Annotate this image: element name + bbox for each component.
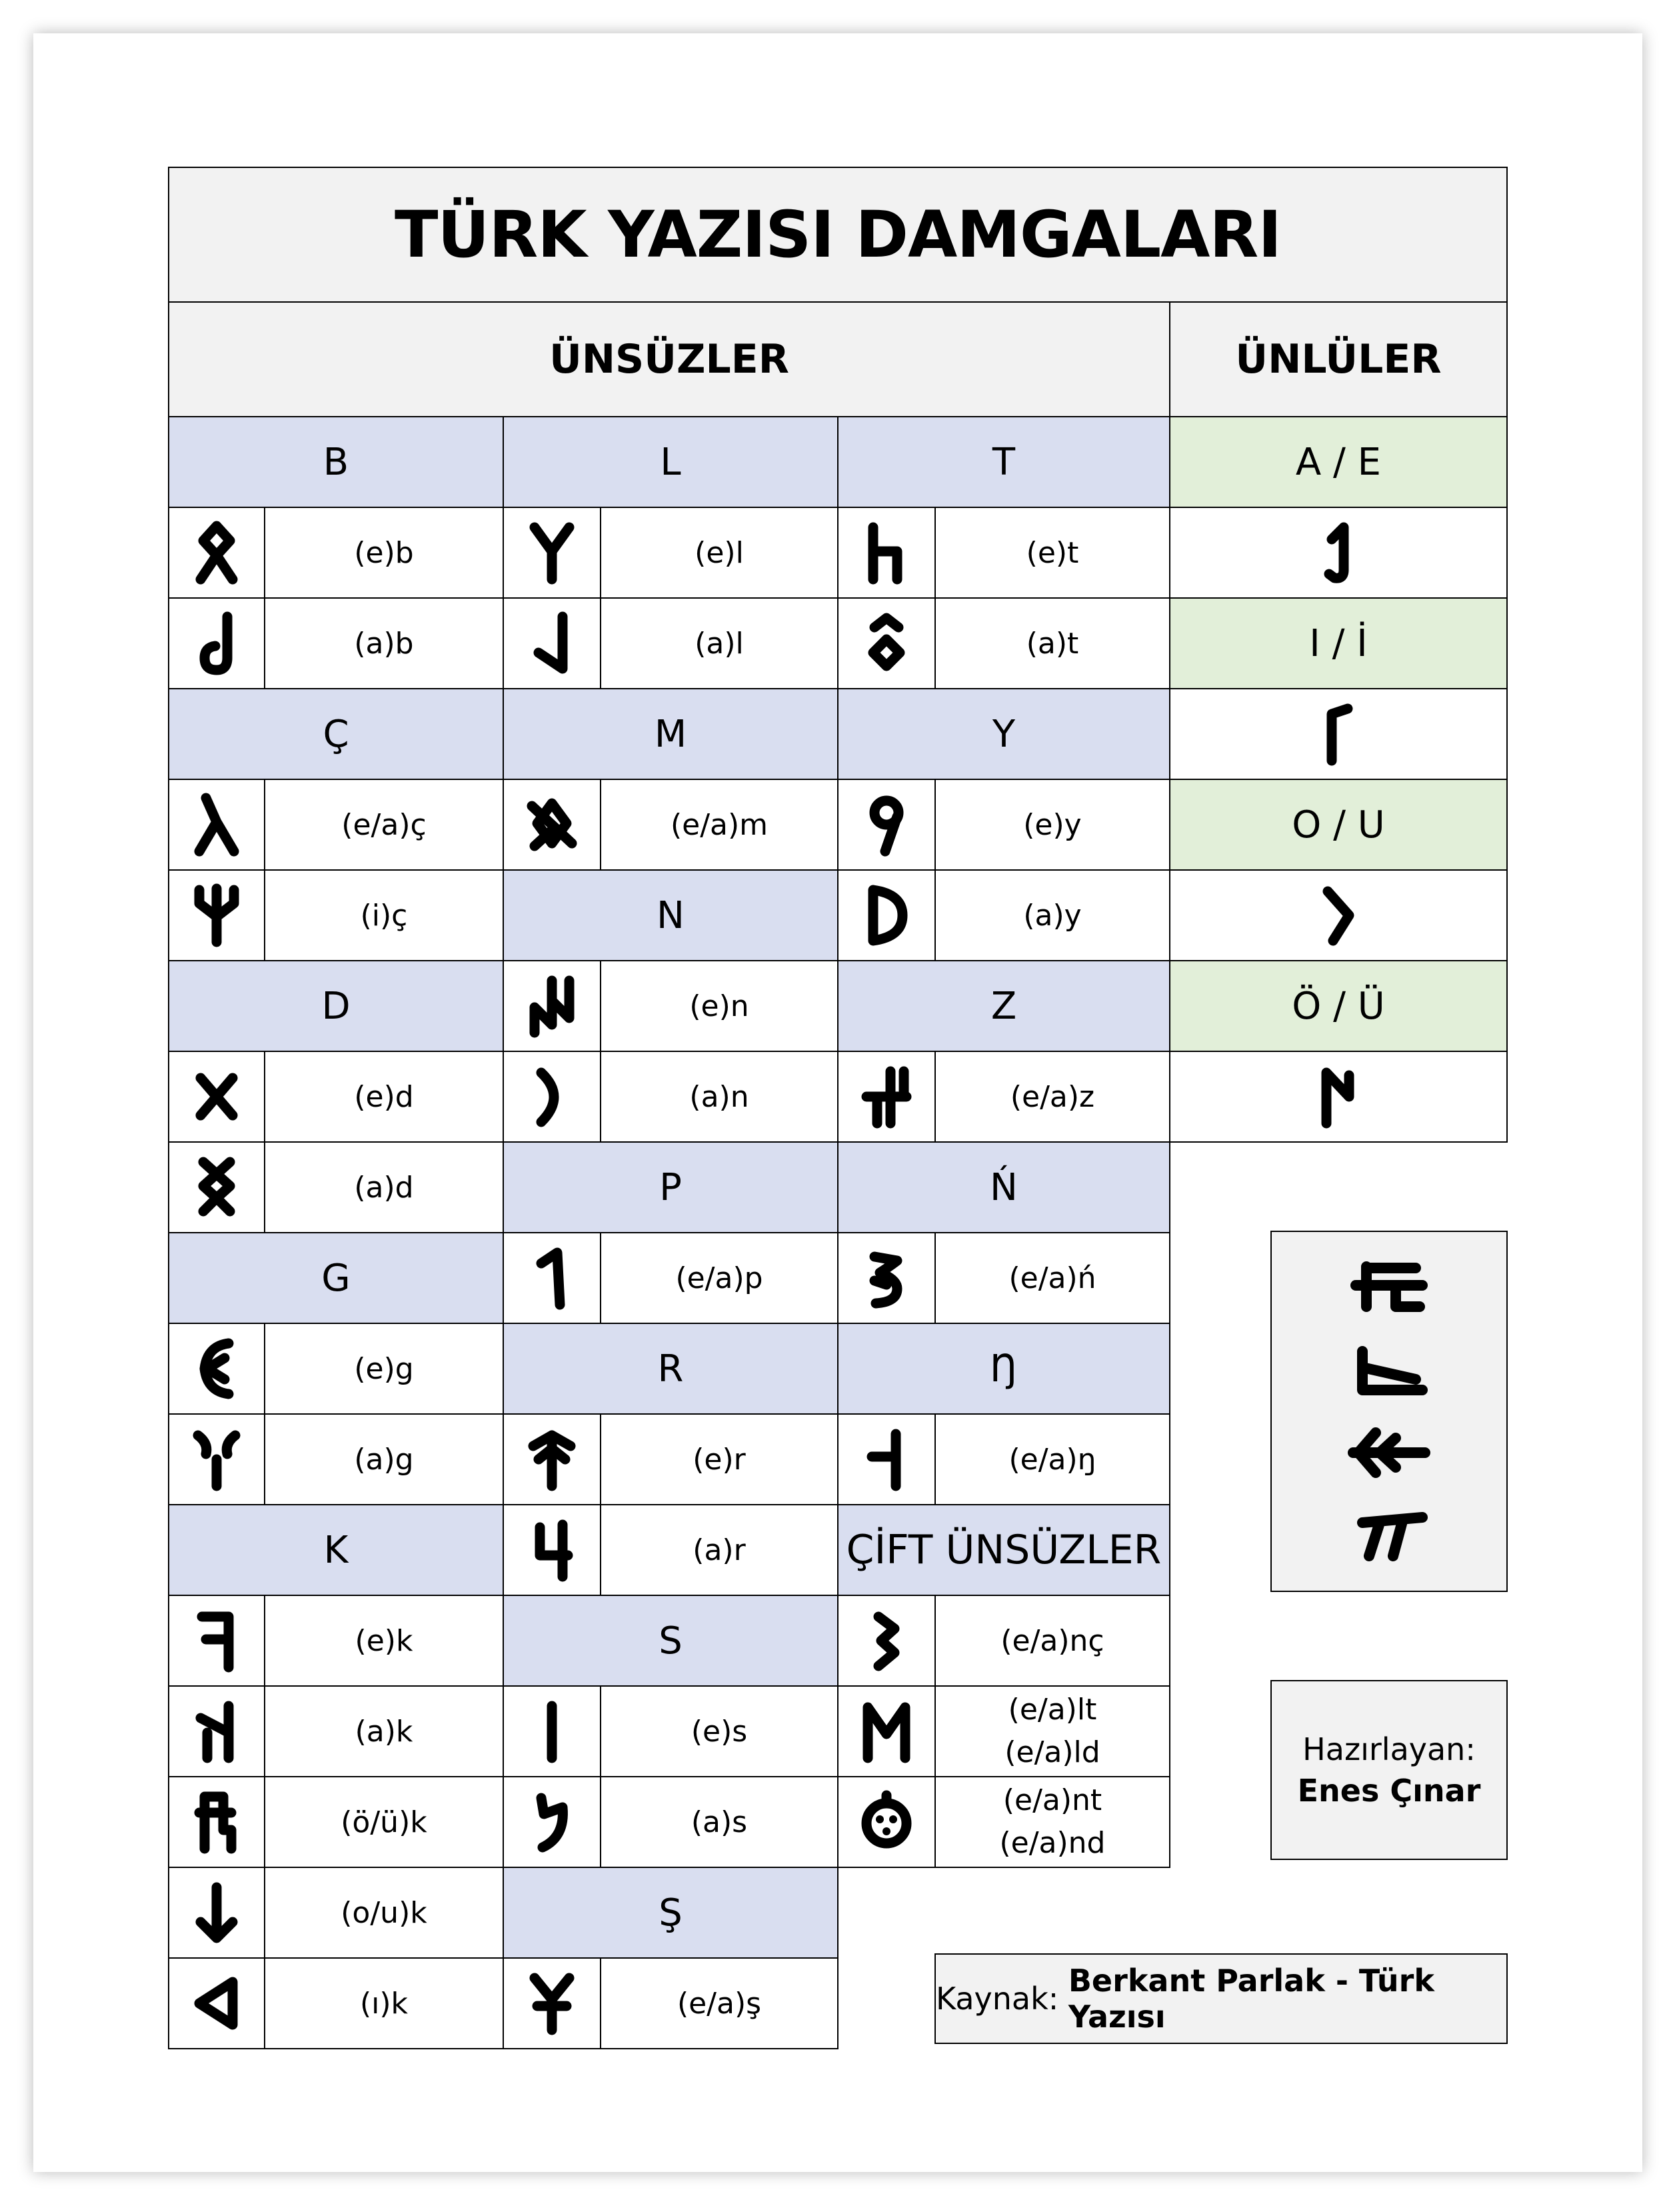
transcription-eam: (e/a)m	[601, 780, 838, 871]
letter-header-double-consonants: ÇİFT ÜNSÜZLER	[838, 1505, 1170, 1596]
rune-eaz-icon	[860, 1065, 913, 1129]
transcription-at: (a)t	[936, 599, 1170, 689]
rune-eg-icon	[190, 1337, 243, 1401]
transcription-el: (e)l	[601, 508, 838, 599]
rune-eash-icon	[525, 1971, 579, 2035]
transcription-ay: (a)y	[936, 871, 1170, 961]
rune-as-cell	[504, 1777, 601, 1868]
letter-header-n: N	[504, 871, 838, 961]
letter-header-m: M	[504, 689, 838, 780]
rune-an-icon	[525, 1065, 579, 1129]
transcription-er: (e)r	[601, 1415, 838, 1505]
transcription-eany: (e/a)ń	[936, 1233, 1170, 1324]
rune-es-cell	[504, 1687, 601, 1777]
rune-ab-icon	[190, 611, 243, 675]
rune-an-cell	[504, 1052, 601, 1143]
rune-ouk-front-cell	[168, 1777, 265, 1868]
transcription-ic: (i)ç	[265, 871, 504, 961]
vowel-header-oe-ue: Ö / Ü	[1170, 961, 1508, 1052]
rune-eang-icon	[860, 1427, 913, 1491]
letter-header-y: Y	[838, 689, 1170, 780]
transcription-ey: (e)y	[936, 780, 1170, 871]
rune-eg-cell	[168, 1324, 265, 1415]
rune-ak-icon	[190, 1699, 243, 1763]
letter-header-ng: Ŋ	[838, 1324, 1170, 1415]
rune-en-cell	[504, 961, 601, 1052]
vowel-o-u-rune-cell	[1170, 871, 1508, 961]
rune-ad-cell	[168, 1143, 265, 1233]
rune-en-icon	[525, 974, 579, 1038]
rune-ey-icon	[860, 793, 913, 857]
rune-es-icon	[525, 1699, 579, 1763]
transcription-ag: (a)g	[265, 1415, 504, 1505]
transcription-eant-eand	[936, 1777, 1170, 1868]
transcription-eg: (e)g	[265, 1324, 504, 1415]
rune-ed-cell	[168, 1052, 265, 1143]
source-label: Kaynak:	[936, 1981, 1059, 2017]
vowel-header-a-e: A / E	[1170, 417, 1508, 508]
rune-et-cell	[838, 508, 936, 599]
transcription-ab: (a)b	[265, 599, 504, 689]
letter-header-b: B	[168, 417, 504, 508]
rune-ar-cell	[504, 1505, 601, 1596]
rune-ed-icon	[190, 1065, 243, 1129]
rune-ik-cell	[168, 1959, 265, 2049]
rune-eac-cell	[168, 780, 265, 871]
transcription-ik: (ı)k	[265, 1959, 504, 2049]
transcription-eant: (e/a)nt	[1002, 1783, 1102, 1817]
transcription-eand: (e/a)nd	[999, 1826, 1106, 1860]
rune-ouk-back-icon	[190, 1881, 243, 1945]
prepared-by-box	[1270, 1680, 1508, 1860]
letter-header-l: L	[504, 417, 838, 508]
vowel-a-e-rune-cell	[1170, 508, 1508, 599]
rune-as-icon	[525, 1790, 579, 1854]
rune-eanc-icon	[860, 1609, 913, 1673]
rune-eb-icon	[190, 521, 243, 585]
transcription-eb: (e)b	[265, 508, 504, 599]
transcription-ad: (a)d	[265, 1143, 504, 1233]
vowel-i-rune-cell	[1170, 689, 1508, 780]
rune-eash-cell	[504, 1959, 601, 2049]
rune-1-icon	[1342, 1253, 1436, 1320]
rune-eap-icon	[525, 1246, 579, 1310]
rune-ouk-front-icon	[190, 1790, 243, 1854]
transcription-en: (e)n	[601, 961, 838, 1052]
vowel-o-u-rune-icon	[1312, 883, 1365, 947]
transcription-ak: (a)k	[265, 1687, 504, 1777]
rune-al-icon	[525, 611, 579, 675]
transcription-ouk-front: (ö/ü)k	[265, 1777, 504, 1868]
rune-ag-cell	[168, 1415, 265, 1505]
letter-header-t: T	[838, 417, 1170, 508]
transcription-eaz: (e/a)z	[936, 1052, 1170, 1143]
rune-eam-icon	[525, 793, 579, 857]
transcription-eang: (e/a)ŋ	[936, 1415, 1170, 1505]
rune-eany-cell	[838, 1233, 936, 1324]
letter-header-sh: Ş	[504, 1868, 838, 1959]
vowel-i-rune-icon	[1312, 702, 1365, 766]
letter-header-p: P	[504, 1143, 838, 1233]
rune-al-cell	[504, 599, 601, 689]
rune-at-icon	[860, 611, 913, 675]
letter-header-k: K	[168, 1505, 504, 1596]
rune-eap-cell	[504, 1233, 601, 1324]
vowel-header-i: I / İ	[1170, 599, 1508, 689]
transcription-ek: (e)k	[265, 1596, 504, 1687]
rune-ek-icon	[190, 1609, 243, 1673]
rune-ic-icon	[190, 883, 243, 947]
rune-ag-icon	[190, 1427, 243, 1491]
rune-ak-cell	[168, 1687, 265, 1777]
transcription-eap: (e/a)p	[601, 1233, 838, 1324]
rune-et-icon	[860, 521, 913, 585]
rune-ic-cell	[168, 871, 265, 961]
example-word-box	[1270, 1231, 1508, 1592]
letter-header-d: D	[168, 961, 504, 1052]
transcription-as: (a)s	[601, 1777, 838, 1868]
transcription-ed: (e)d	[265, 1052, 504, 1143]
prepared-by-name: Enes Çınar	[1297, 1773, 1481, 1809]
rune-eam-cell	[504, 780, 601, 871]
vowels-header: ÜNLÜLER	[1170, 303, 1508, 417]
rune-eany-icon	[860, 1246, 913, 1310]
rune-ay-icon	[860, 883, 913, 947]
rune-ar-icon	[525, 1518, 579, 1582]
rune-eb-cell	[168, 508, 265, 599]
transcription-ealt: (e/a)lt	[1008, 1693, 1097, 1727]
transcription-an: (a)n	[601, 1052, 838, 1143]
source-text: Berkant Parlak - Türk Yazısı	[1068, 1963, 1434, 2035]
rune-eaz-cell	[838, 1052, 936, 1143]
rune-ey-cell	[838, 780, 936, 871]
rune-el-cell	[504, 508, 601, 599]
rune-4-icon	[1342, 1503, 1436, 1569]
transcription-es: (e)s	[601, 1687, 838, 1777]
vowel-oe-ue-rune-cell	[1170, 1052, 1508, 1143]
transcription-ouk-back: (o/u)k	[265, 1868, 504, 1959]
source-box	[934, 1953, 1508, 2044]
rune-ouk-back-cell	[168, 1868, 265, 1959]
letter-header-r: R	[504, 1324, 838, 1415]
rune-eant-cell	[838, 1777, 936, 1868]
vowel-oe-ue-rune-icon	[1312, 1065, 1365, 1129]
rune-2-icon	[1342, 1337, 1436, 1403]
rune-ik-icon	[190, 1971, 243, 2035]
rune-ek-cell	[168, 1596, 265, 1687]
page-title: TÜRK YAZISI DAMGALARI	[168, 167, 1508, 303]
transcription-eanc: (e/a)nç	[936, 1596, 1170, 1687]
letter-header-c: Ç	[168, 689, 504, 780]
rune-eant-icon	[860, 1790, 913, 1854]
vowel-header-o-u: O / U	[1170, 780, 1508, 871]
rune-ad-icon	[190, 1155, 243, 1219]
letter-header-s: S	[504, 1596, 838, 1687]
transcription-eac: (e/a)ç	[265, 780, 504, 871]
transcription-ar: (a)r	[601, 1505, 838, 1596]
letter-header-g: G	[168, 1233, 504, 1324]
prepared-by-label: Hazırlayan:	[1302, 1731, 1476, 1767]
transcription-ealt-eald	[936, 1687, 1170, 1777]
rune-at-cell	[838, 599, 936, 689]
consonants-header: ÜNSÜZLER	[168, 303, 1170, 417]
transcription-al: (a)l	[601, 599, 838, 689]
rune-ay-cell	[838, 871, 936, 961]
rune-ealt-cell	[838, 1687, 936, 1777]
rune-eac-icon	[190, 793, 243, 857]
transcription-eald: (e/a)ld	[1004, 1735, 1100, 1769]
letter-header-ny: Ń	[838, 1143, 1170, 1233]
rune-3-icon	[1342, 1419, 1436, 1486]
rune-eang-cell	[838, 1415, 936, 1505]
vowel-a-e-rune-icon	[1312, 521, 1365, 585]
rune-er-icon	[525, 1427, 579, 1491]
transcription-et: (e)t	[936, 508, 1170, 599]
transcription-eash: (e/a)ş	[601, 1959, 838, 2049]
rune-ealt-icon	[860, 1699, 913, 1763]
rune-el-icon	[525, 521, 579, 585]
rune-ab-cell	[168, 599, 265, 689]
rune-eanc-cell	[838, 1596, 936, 1687]
rune-er-cell	[504, 1415, 601, 1505]
page-sheet	[33, 33, 1642, 2172]
letter-header-z: Z	[838, 961, 1170, 1052]
